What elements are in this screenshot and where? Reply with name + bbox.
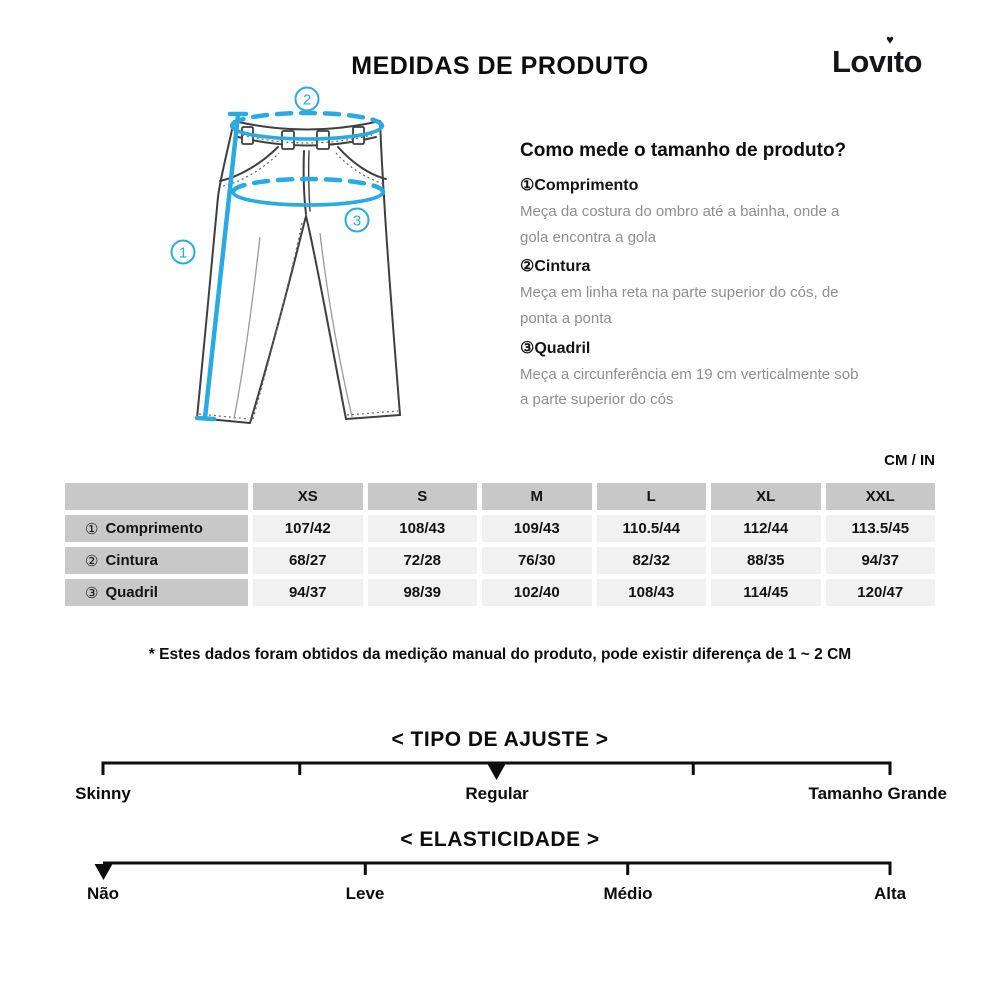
- table-cell: 109/43: [482, 515, 592, 542]
- column-header-s: S: [368, 483, 478, 510]
- elasticity-scale-heading: < ELASTICIDADE >: [400, 828, 600, 851]
- table-cell: 94/37: [826, 547, 936, 574]
- waist-measure-ellipse-dashed: [232, 113, 382, 126]
- column-header-m: M: [482, 483, 592, 510]
- leg-seam-lines: [234, 233, 352, 419]
- table-cell: 82/32: [597, 547, 707, 574]
- table-cell: 72/28: [368, 547, 478, 574]
- table-cell: 113.5/45: [826, 515, 936, 542]
- column-header-xl: XL: [711, 483, 821, 510]
- length-measure-line: [197, 114, 246, 419]
- table-cell: 68/27: [253, 547, 363, 574]
- table-cell: 110.5/44: [597, 515, 707, 542]
- size-table: [65, 483, 935, 606]
- logo-text-suffix: to: [893, 44, 922, 79]
- elasticity-scale-track: [0, 855, 1000, 889]
- logo-letter-i: ı ♥: [885, 32, 894, 79]
- lovito-logo: [831, 32, 922, 80]
- table-cell: 88/35: [711, 547, 821, 574]
- fit-label-regular: Regular: [465, 784, 529, 803]
- measure-desc-quadril: Meça a circunferência em 19 cm verticalmente sob a parte superior do cós: [520, 365, 859, 409]
- pants-outline: [197, 121, 400, 423]
- table-cell: 98/39: [368, 579, 478, 606]
- elasticity-label-medio: Médio: [603, 884, 653, 903]
- row-header-comprimento: ① Comprimento: [65, 515, 248, 542]
- measure-desc-cintura: Meça em linha reta na parte superior do cós, de ponta a ponta: [520, 284, 839, 327]
- pants-measurement-diagram: [150, 85, 470, 445]
- pants-diagram-svg: [150, 85, 470, 445]
- callout-1-number: 1: [178, 244, 188, 262]
- table-cell: 102/40: [482, 579, 592, 606]
- measure-desc-comprimento: Meça da costura do ombro até a bainha, onde a gola encontra a gola: [520, 202, 840, 246]
- elasticity-label-nao: Não: [86, 884, 120, 903]
- fit-marker-triangle-icon: [488, 764, 506, 780]
- column-header-xs: XS: [253, 483, 363, 510]
- table-cell: 76/30: [482, 547, 592, 574]
- how-to-measure-section: [520, 140, 885, 413]
- logo-text-prefix: Lov: [831, 44, 886, 79]
- table-cell: 114/45: [711, 579, 821, 606]
- table-cell: 120/47: [826, 579, 936, 606]
- measure-item-cintura: ②Cintura: [520, 258, 591, 276]
- callout-2-number: 2: [302, 91, 312, 109]
- fit-scale-heading: < TIPO DE AJUSTE >: [391, 728, 609, 751]
- hip-measure-ellipse-dashed: [233, 179, 383, 192]
- how-to-heading: Como mede o tamanho de produto?: [520, 140, 847, 161]
- table-corner-cell: [65, 483, 248, 510]
- table-cell: 94/37: [253, 579, 363, 606]
- table-cell: 108/43: [368, 515, 478, 542]
- measurement-disclaimer: * Estes dados foram obtidos da medição manual do produto, pode existir diferença de 1 ~ 2 CM: [148, 646, 852, 663]
- row-header-quadril: ③ Quadril: [65, 579, 248, 606]
- fit-label-tamanho-grande: Tamanho Grande: [808, 784, 947, 803]
- elasticity-label-alta: Alta: [873, 884, 907, 903]
- column-header-xxl: XXL: [826, 483, 936, 510]
- elasticity-marker-triangle-icon: [95, 864, 113, 880]
- hip-measure-ellipse-solid: [233, 192, 383, 205]
- unit-label: CM / IN: [884, 452, 935, 469]
- callout-3-number: 3: [352, 212, 362, 230]
- scale-ticks: [365, 863, 627, 875]
- page-title: MEDIDAS DE PRODUTO: [351, 52, 649, 80]
- measure-item-quadril: ③Quadril: [520, 339, 591, 357]
- elasticity-label-leve: Leve: [345, 884, 385, 903]
- fit-label-skinny: Skinny: [75, 784, 131, 803]
- scale-line: [103, 863, 890, 875]
- measure-item-comprimento: ①Comprimento: [520, 177, 639, 194]
- heart-icon: ♥: [886, 32, 894, 47]
- table-cell: 108/43: [597, 579, 707, 606]
- table-cell: 112/44: [711, 515, 821, 542]
- row-header-cintura: ② Cintura: [65, 547, 248, 574]
- column-header-l: L: [597, 483, 707, 510]
- table-cell: 107/42: [253, 515, 363, 542]
